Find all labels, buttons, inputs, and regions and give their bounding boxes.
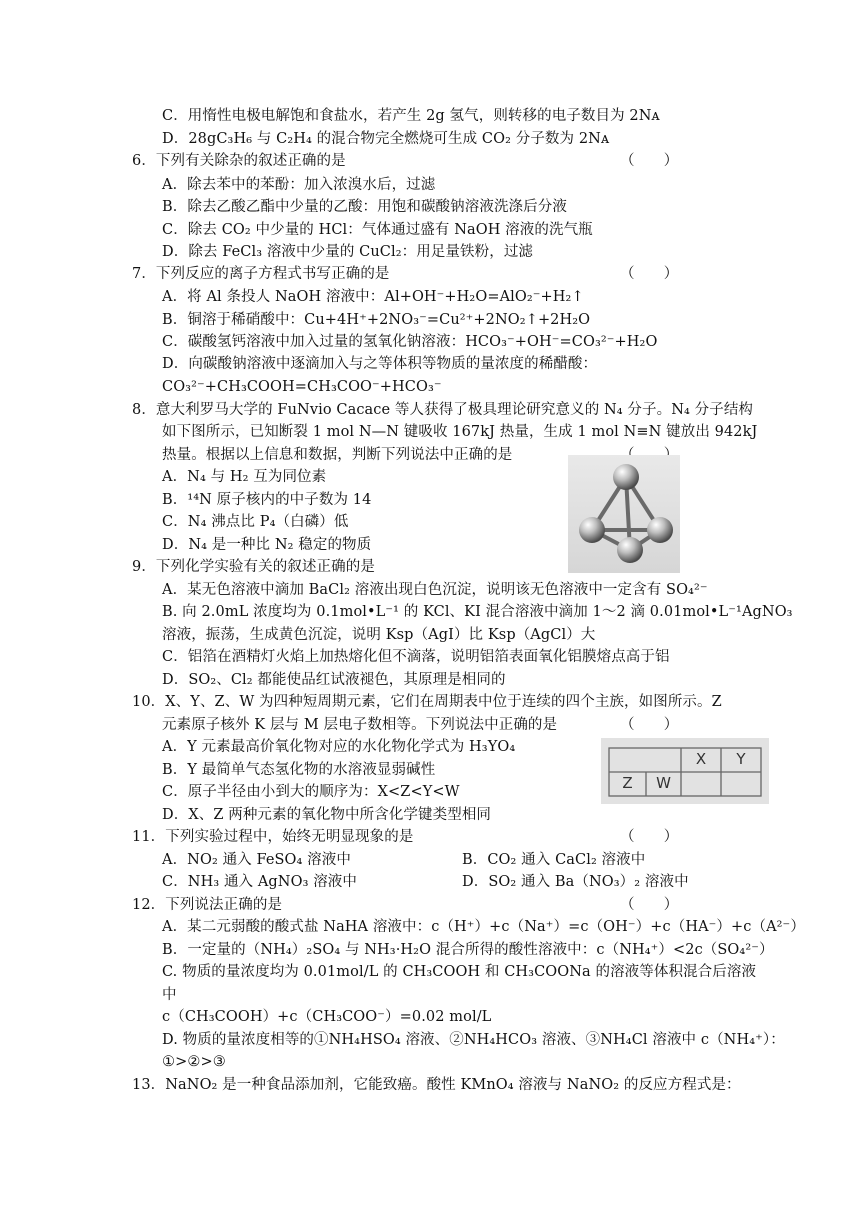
text-line: 中: [162, 987, 177, 1003]
answer-bracket: （ ）: [620, 829, 679, 845]
cell-z: Z: [622, 774, 633, 792]
text-line: B. 向 2.0mL 浓度均为 0.1mol•L⁻¹ 的 KCl、KI 混合溶液中滴加 1～2 滴 0.01mol•L⁻¹AgNO₃: [162, 604, 793, 620]
text-line: 8．意大利罗马大学的 FuNvio Cacace 等人获得了极具理论研究意义的 N₄ 分子。N₄ 分子结构: [132, 402, 754, 418]
text-line: A．Y 元素最高价氧化物对应的水化物化学式为 H₃YO₄: [162, 739, 516, 755]
text-line: C．NH₃ 通入 AgNO₃ 溶液中: [162, 874, 358, 890]
text-line: C．N₄ 沸点比 P₄（白磷）低: [162, 514, 349, 530]
text-line: A．某无色溶液中滴加 BaCl₂ 溶液出现白色沉淀，说明该无色溶液中一定含有 SO₄²⁻: [162, 582, 708, 598]
text-line: c（CH₃COOH）+c（CH₃COO⁻）=0.02 mol/L: [162, 1009, 492, 1025]
text-line: D．SO₂、Cl₂ 都能使品红试液褪色，其原理是相同的: [162, 672, 506, 688]
text-line: D．向碳酸钠溶液中逐滴加入与之等体积等物质的量浓度的稀醋酸：: [162, 356, 598, 372]
text-line: D．N₄ 是一种比 N₂ 稳定的物质: [162, 537, 372, 553]
cell-x: X: [695, 750, 707, 768]
text-line: 溶液，振荡，生成黄色沉淀，说明 Ksp（AgI）比 Ksp（AgCl）大: [162, 627, 596, 643]
text-line: B．Y 最简单气态氢化物的水溶液显弱碱性: [162, 762, 436, 778]
answer-bracket: （ ）: [620, 897, 679, 913]
text-line: C．原子半径由小到大的顺序为：X<Z<Y<W: [162, 784, 460, 800]
answer-bracket: （ ）: [620, 717, 679, 733]
answer-bracket: （ ）: [620, 266, 679, 282]
text-line: 13．NaNO₂ 是一种食品添加剂，它能致癌。酸性 KMnO₄ 溶液与 NaNO₂ 的反应方程式是：: [132, 1077, 741, 1093]
cell-y: Y: [736, 750, 746, 768]
text-line: 如下图所示，已知断裂 1 mol N—N 键吸收 167kJ 热量，生成 1 mol N≡N 键放出 942kJ: [162, 424, 758, 440]
text-line: B．除去乙酸乙酯中少量的乙酸：用饱和碳酸钠溶液洗涤后分液: [162, 199, 567, 215]
text-line: D．除去 FeCl₃ 溶液中少量的 CuCl₂：用足量铁粉，过滤: [162, 244, 534, 260]
text-line: B．CO₂ 通入 CaCl₂ 溶液中: [462, 852, 646, 868]
text-line: C．铝箔在酒精灯火焰上加热熔化但不滴落，说明铝箔表面氧化铝膜熔点高于铝: [162, 649, 670, 665]
text-line: D．X、Z 两种元素的氧化物中所含化学键类型相同: [162, 807, 492, 823]
text-line: A．某二元弱酸的酸式盐 NaHA 溶液中：c（H⁺）+c（Na⁺）=c（OH⁻）+c（HA⁻）+c（A²⁻）: [162, 919, 805, 935]
cell-w: W: [656, 774, 671, 792]
text-line: A．N₄ 与 H₂ 互为同位素: [162, 469, 327, 485]
text-line: 9．下列化学实验有关的叙述正确的是: [132, 559, 375, 575]
text-line: 热量。根据以上信息和数据，判断下列说法中正确的是: [162, 447, 513, 463]
text-line: C．用惰性电极电解饱和食盐水，若产生 2g 氢气，则转移的电子数目为 2Nᴀ: [162, 108, 660, 124]
text-line: C. 物质的量浓度均为 0.01mol/L 的 CH₃COOH 和 CH₃COONa 的溶液等体积混合后溶液: [162, 964, 757, 980]
text-line: B．¹⁴N 原子核内的中子数为 14: [162, 492, 372, 508]
text-line: B．铜溶于稀硝酸中：Cu+4H⁺+2NO₃⁻=Cu²⁺+2NO₂↑+2H₂O: [162, 312, 591, 328]
text-line: 10．X、Y、Z、W 为四种短周期元素，它们在周期表中位于连续的四个主族，如图所示。Z: [132, 694, 722, 710]
text-line: ①>②>③: [162, 1054, 226, 1070]
text-line: A．将 Al 条投人 NaOH 溶液中：Al+OH⁻+H₂O=AlO₂⁻+H₂↑: [162, 289, 584, 305]
text-line: 6．下列有关除杂的叙述正确的是: [132, 153, 346, 169]
text-line: C．除去 CO₂ 中少量的 HCl：气体通过盛有 NaOH 溶液的洗气瓶: [162, 222, 593, 238]
text-line: 11．下列实验过程中，始终无明显现象的是: [132, 829, 414, 845]
text-line: 12．下列说法正确的是: [132, 897, 283, 913]
periodic-table-figure: [601, 738, 769, 804]
text-line: D．SO₂ 通入 Ba（NO₃）₂ 溶液中: [462, 874, 689, 890]
text-line: 7．下列反应的离子方程式书写正确的是: [132, 266, 390, 282]
text-line: A．除去苯中的苯酚：加入浓溴水后，过滤: [162, 177, 436, 193]
text-line: 元素原子核外 K 层与 M 层电子数相等。下列说法中正确的是: [162, 717, 558, 733]
text-line: CO₃²⁻+CH₃COOH=CH₃COO⁻+HCO₃⁻: [162, 379, 442, 395]
answer-bracket: （ ）: [620, 153, 679, 169]
text-line: B．一定量的（NH₄）₂SO₄ 与 NH₃·H₂O 混合所得的酸性溶液中：c（NH₄⁺）<2c（SO₄²⁻）: [162, 942, 774, 958]
text-line: D. 物质的量浓度相等的①NH₄HSO₄ 溶液、②NH₄HCO₃ 溶液、③NH₄Cl 溶液中 c（NH₄⁺）：: [162, 1032, 785, 1048]
text-line: C．碳酸氢钙溶液中加入过量的氢氧化钠溶液：HCO₃⁻+OH⁻=CO₃²⁻+H₂O: [162, 334, 658, 350]
text-line: D．28gC₃H₆ 与 C₂H₄ 的混合物完全燃烧可生成 CO₂ 分子数为 2Nᴀ: [162, 131, 610, 147]
n4-molecule-figure: [568, 455, 680, 573]
text-line: A．NO₂ 通入 FeSO₄ 溶液中: [162, 852, 351, 868]
